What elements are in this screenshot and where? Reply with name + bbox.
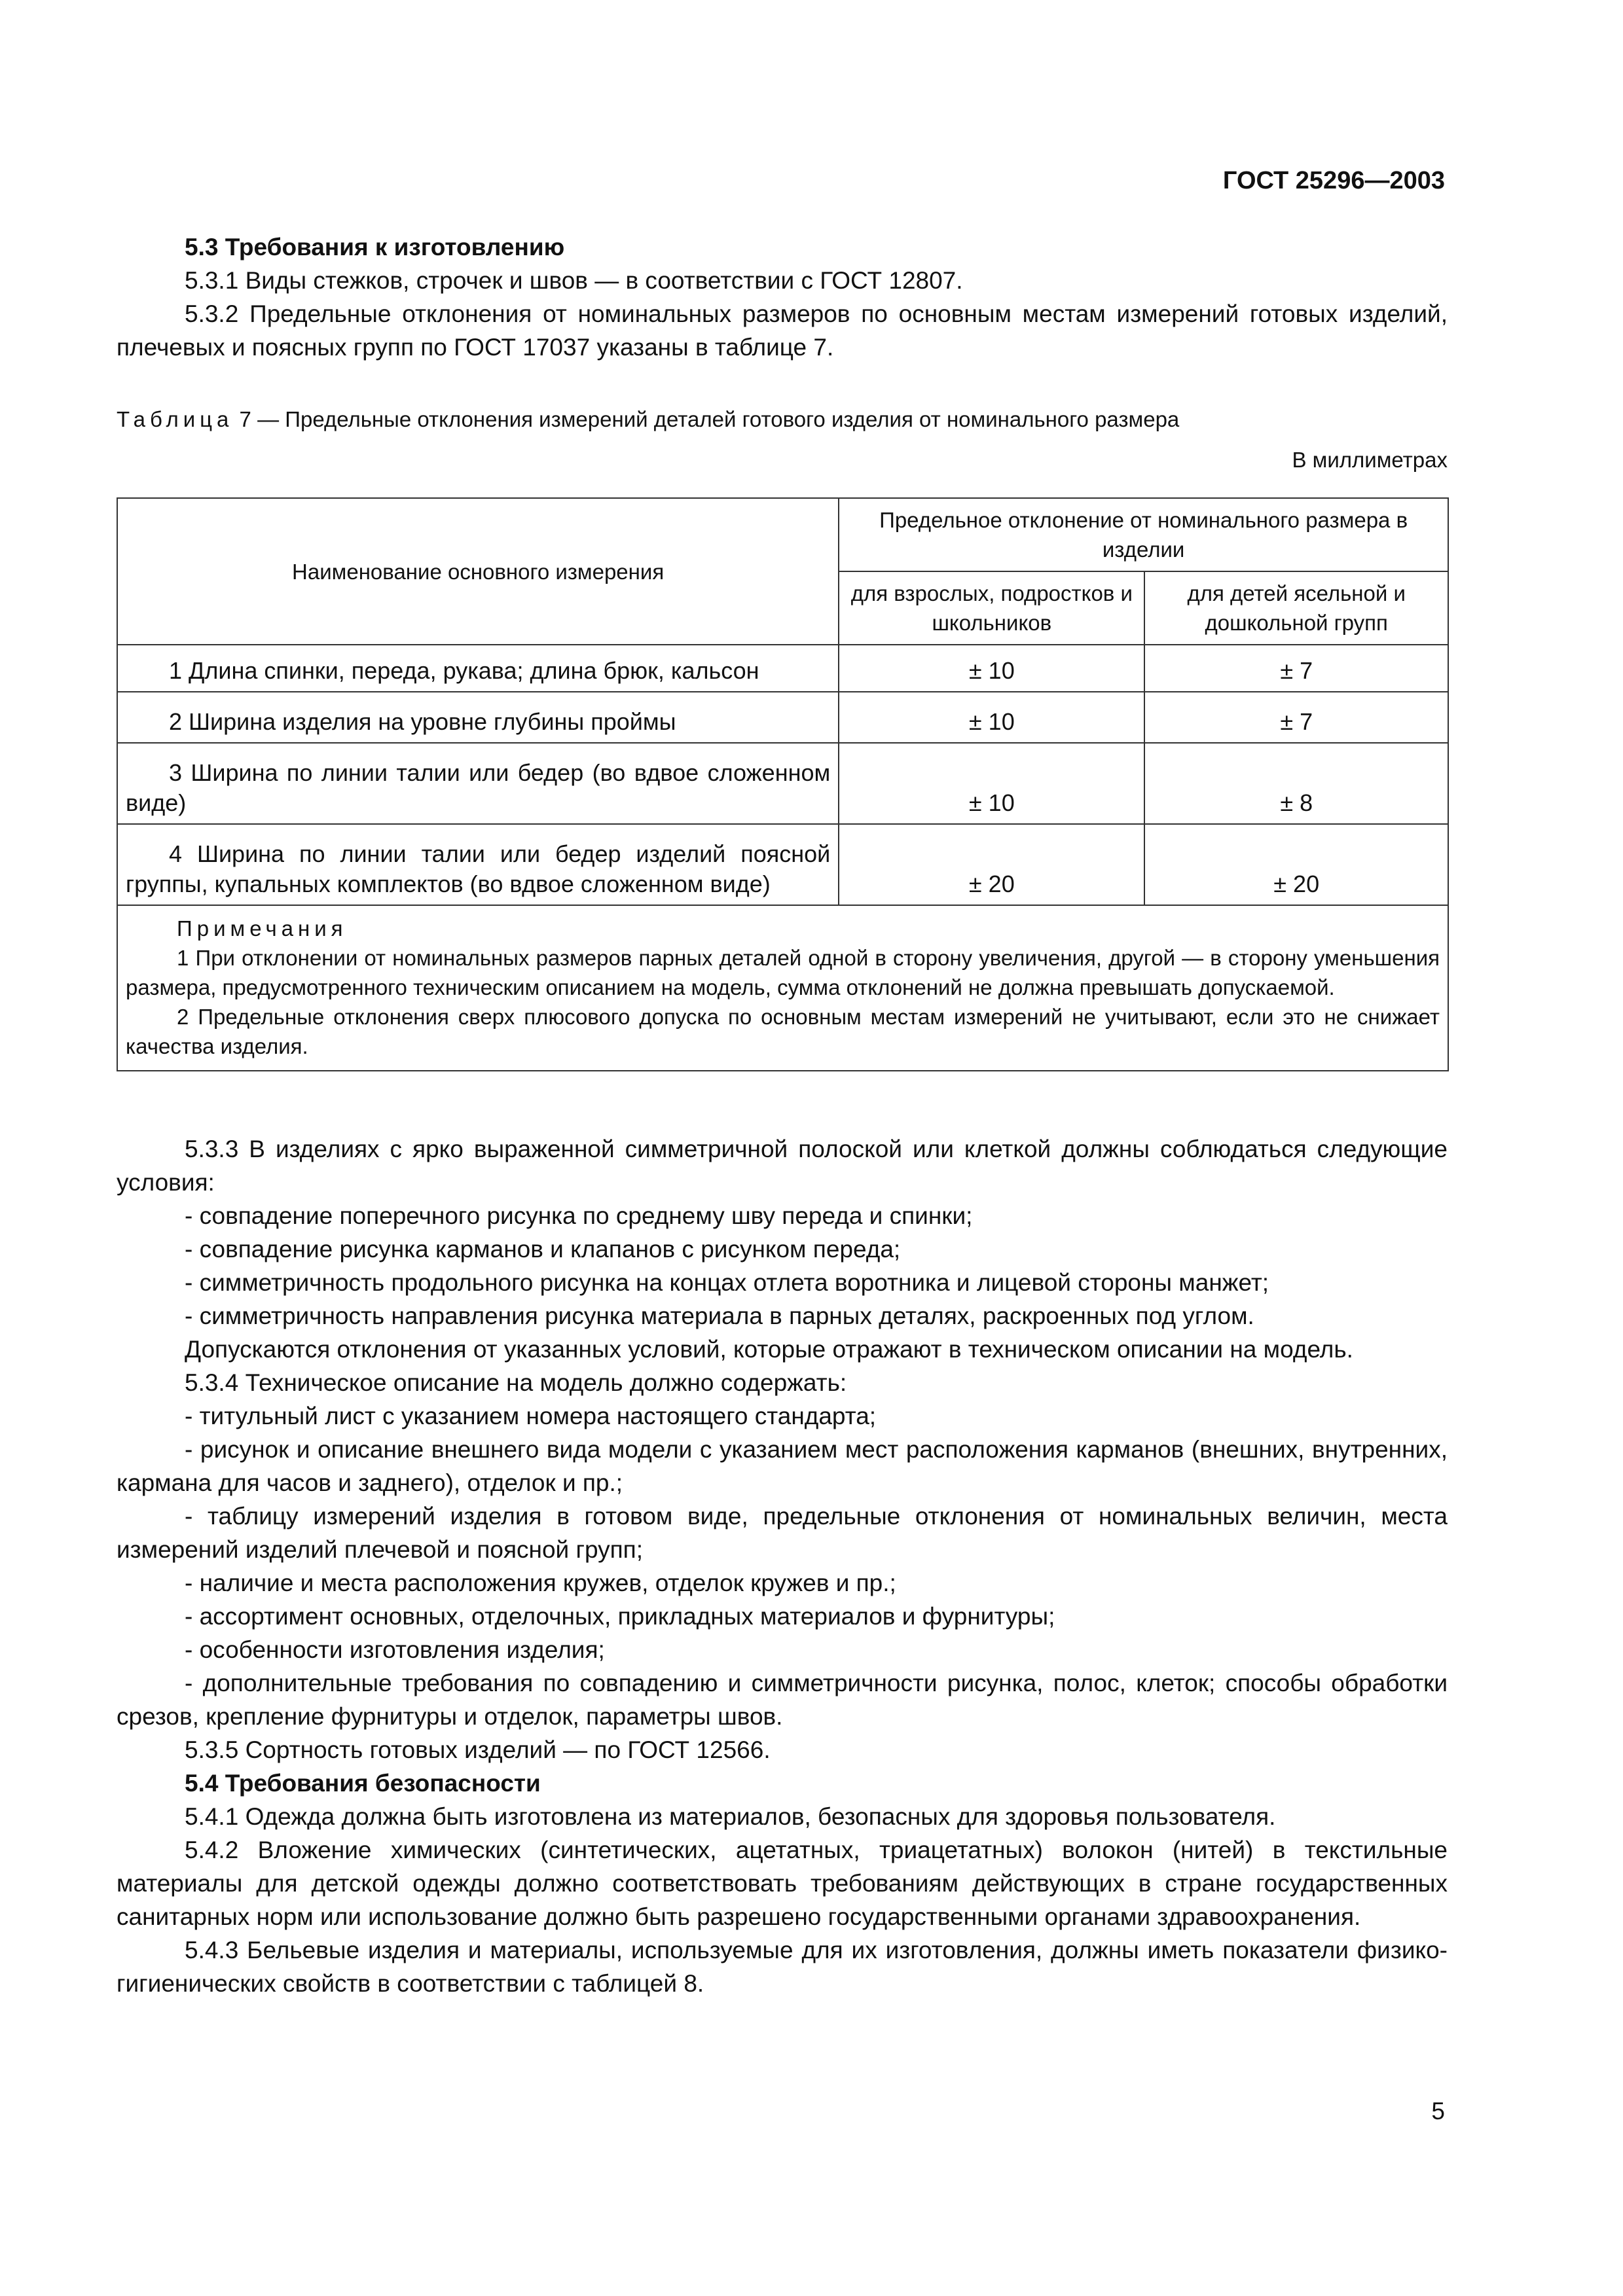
row-adults-value: ± 10 (839, 743, 1144, 824)
page-number: 5 (1431, 2098, 1445, 2125)
section-heading-5-3: 5.3 Требования к изготовлению (185, 234, 565, 260)
paragraph-5-3-3-outro: Допускаются отклонения от указанных условий, которые отражают в техническом описании на модель. (185, 1336, 1353, 1363)
table-caption (117, 407, 1179, 432)
row-adults-value: ± 20 (839, 824, 1144, 905)
table-row (117, 824, 1448, 905)
row-name: 2 Ширина изделия на уровне глубины проймы (117, 692, 839, 743)
document-code: ГОСТ 25296—2003 (1222, 167, 1445, 194)
table-units: В миллиметрах (1292, 448, 1448, 472)
paragraph-5-4-1: 5.4.1 Одежда должна быть изготовлена из материалов, безопасных для здоровья пользователя. (185, 1803, 1276, 1830)
paragraph-5-4-3: 5.4.3 Бельевые изделия и материалы, используемые для их изготовления, должны иметь показатели физико-гигиенических свойств в соответствии с таблицей 8. (117, 1937, 1448, 1997)
row-adults-value: ± 10 (839, 645, 1144, 692)
list-item: - симметричность направления рисунка материала в парных деталях, раскроенных под углом. (185, 1302, 1254, 1329)
table-caption-text: 7 — Предельные отклонения измерений деталей готового изделия от номинального размера (233, 407, 1180, 431)
row-kids-value: ± 7 (1144, 692, 1448, 743)
row-kids-value: ± 8 (1144, 743, 1448, 824)
paragraph-5-3-1: 5.3.1 Виды стежков, строчек и швов — в соответствии с ГОСТ 12807. (185, 267, 963, 294)
list-item: - титульный лист с указанием номера настоящего стандарта; (185, 1403, 877, 1429)
table-header-row (117, 498, 1448, 571)
row-adults-value: ± 10 (839, 692, 1144, 743)
paragraph-5-3-4: 5.3.4 Техническое описание на модель должно содержать: (185, 1369, 847, 1396)
row-kids-value: ± 20 (1144, 824, 1448, 905)
table-caption-label: Таблица (117, 407, 234, 431)
notes-title: Примечания (177, 916, 348, 941)
note-2: 2 Предельные отклонения сверх плюсового допуска по основным местам измерений не учитывают, если это не снижает качества изделия. (126, 1005, 1440, 1058)
section-5-3 (117, 230, 1448, 364)
list-item: - таблицу измерений изделия в готовом виде, предельные отклонения от номинальных величин, места измерений изделий плечевой и поясной групп; (117, 1503, 1448, 1563)
note-1: 1 При отклонении от номинальных размеров парных деталей одной в сторону увеличения, другой — в сторону уменьшения размера, предусмотренного техническим описанием на модель, сумма отклонений не должна превышать допускаемой. (126, 946, 1440, 999)
list-item: - совпадение рисунка карманов и клапанов с рисунком переда; (185, 1236, 901, 1263)
header-measurement-name: Наименование основного измерения (117, 498, 839, 645)
header-kids: для детей ясельной и дошкольной групп (1144, 571, 1448, 645)
row-name: 3 Ширина по линии талии или бедер (во вдвое сложенном виде) (117, 743, 839, 824)
header-deviation-group: Предельное отклонение от номинального размера в изделии (839, 498, 1448, 571)
list-item: - наличие и места расположения кружев, отделок кружев и пр.; (185, 1570, 896, 1596)
paragraph-5-3-3: 5.3.3 В изделиях с ярко выраженной симметричной полоской или клеткой должны соблюдаться следующие условия: (117, 1136, 1448, 1196)
table-row (117, 692, 1448, 743)
paragraph-5-3-2: 5.3.2 Предельные отклонения от номинальных размеров по основным местам измерений готовых изделий, плечевых и поясных групп по ГОСТ 17037 указаны в таблице 7. (117, 300, 1448, 361)
table-notes (117, 905, 1448, 1071)
list-item: - симметричность продольного рисунка на концах отлета воротника и лицевой стороны манжет; (185, 1269, 1269, 1296)
list-item: - особенности изготовления изделия; (185, 1636, 605, 1663)
table-7 (117, 497, 1449, 1071)
header-adults: для взрослых, подростков и школьников (839, 571, 1144, 645)
paragraph-5-3-5: 5.3.5 Сортность готовых изделий — по ГОСТ 12566. (185, 1736, 771, 1763)
paragraph-5-4-2: 5.4.2 Вложение химических (синтетических, ацетатных, триацетатных) волокон (нитей) в текстильные материалы для детской одежды должно соответствовать требованиям действующих в стране государственных санитарных норм или использование должно быть разрешено государственными органами здравоохранения. (117, 1837, 1448, 1930)
table-notes-row (117, 905, 1448, 1071)
body-text (117, 1132, 1448, 2000)
list-item: - ассортимент основных, отделочных, прикладных материалов и фурнитуры; (185, 1603, 1055, 1630)
list-item: - рисунок и описание внешнего вида модели с указанием мест расположения карманов (внешних, внутренних, кармана для часов и заднего), отделок и пр.; (117, 1436, 1448, 1496)
table-row (117, 743, 1448, 824)
section-heading-5-4: 5.4 Требования безопасности (185, 1770, 541, 1797)
list-item: - дополнительные требования по совпадению и симметричности рисунка, полос, клеток; способы обработки срезов, крепление фурнитуры и отделок, параметры швов. (117, 1670, 1448, 1730)
table-row (117, 645, 1448, 692)
row-name: 4 Ширина по линии талии или бедер изделий поясной группы, купальных комплектов (во вдвое сложенном виде) (117, 824, 839, 905)
list-item: - совпадение поперечного рисунка по среднему шву переда и спинки; (185, 1202, 973, 1229)
row-kids-value: ± 7 (1144, 645, 1448, 692)
row-name: 1 Длина спинки, переда, рукава; длина брюк, кальсон (117, 645, 839, 692)
